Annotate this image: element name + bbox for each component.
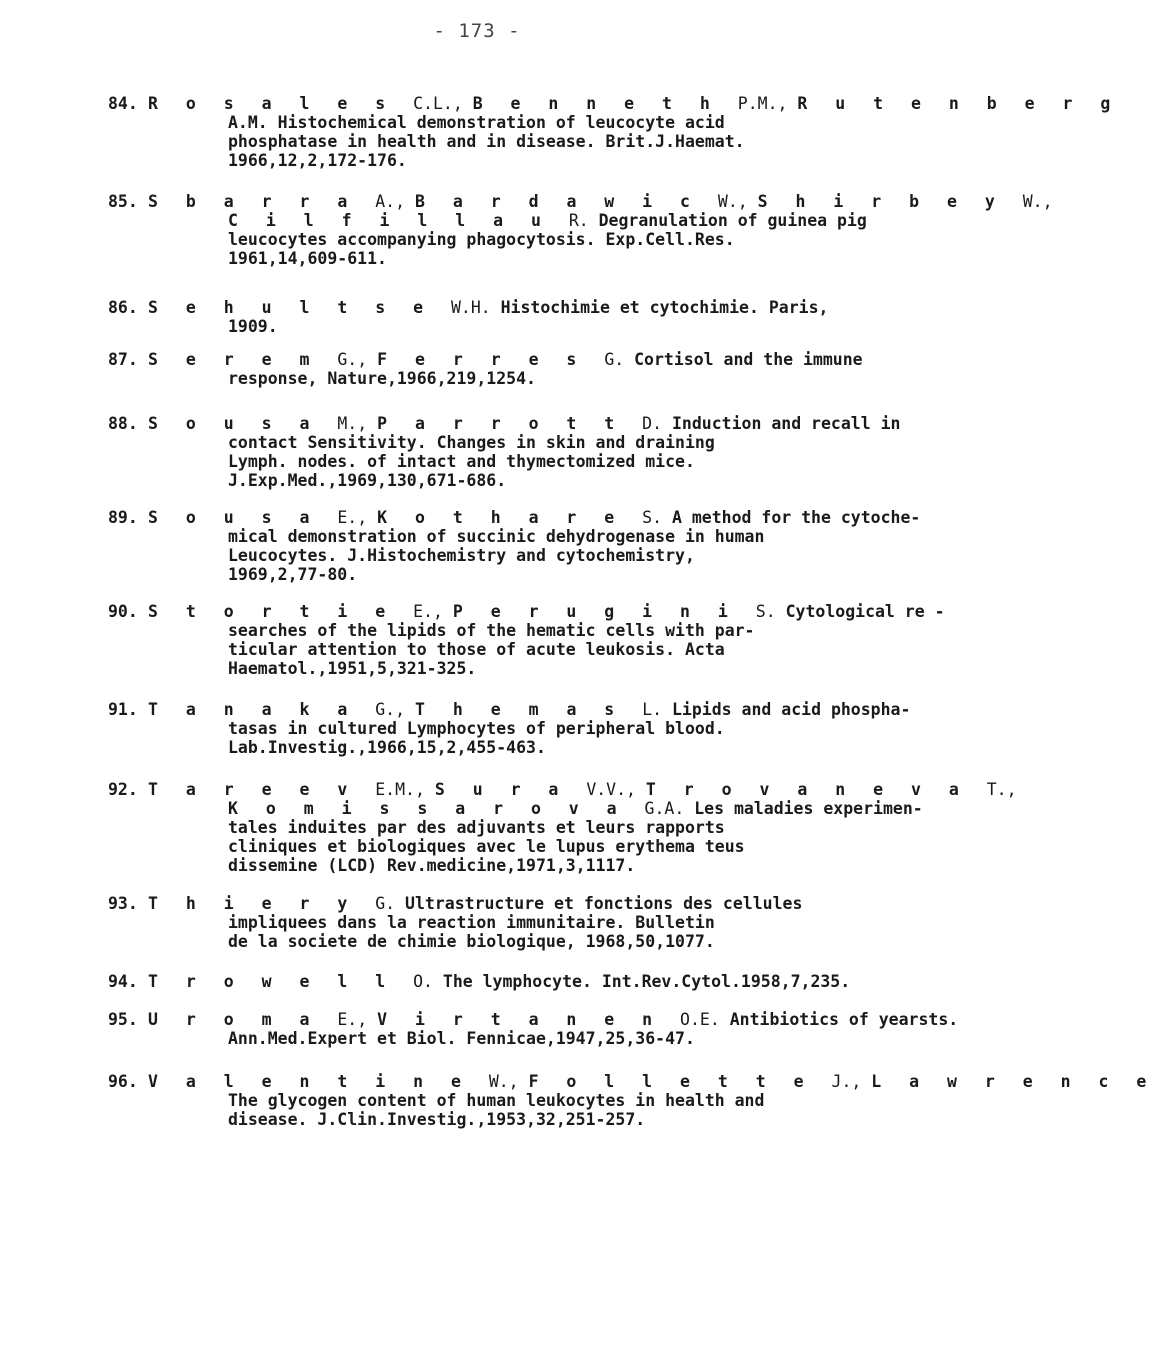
author-surname: S h i r b e y <box>757 192 1023 211</box>
author-surname: S e h u l t s e <box>148 298 451 317</box>
reference-text: searches of the lipids of the hematic cells with par- <box>228 621 755 640</box>
author-surname: S t o r t i e <box>148 602 414 621</box>
author-initials: O.E. <box>680 1010 730 1029</box>
reference-entry <box>108 700 948 757</box>
reference-text: 1969,2,77-80. <box>228 565 358 584</box>
author-surname: F e r r e s <box>377 350 605 369</box>
reference-text: J.Exp.Med.,1969,130,671-686. <box>228 471 507 490</box>
author-surname: K o t h a r e <box>377 508 643 527</box>
reference-line <box>148 780 1017 799</box>
reference-line <box>148 837 948 856</box>
author-surname: L a w r e n c e <box>871 1072 1155 1091</box>
reference-number: 88. <box>108 414 138 433</box>
author-initials: A., <box>375 192 415 211</box>
reference-text: Les maladies experimen- <box>694 799 923 818</box>
page-number: - 173 - <box>433 20 521 42</box>
reference-line <box>148 621 948 640</box>
reference-entry <box>108 1072 1155 1129</box>
author-surname: T r o v a n e v a <box>645 780 987 799</box>
reference-number: 84. <box>108 94 138 113</box>
author-initials: P.M., <box>737 94 798 113</box>
author-initials: W.H. <box>450 298 501 317</box>
reference-entry <box>108 508 948 584</box>
reference-line <box>148 94 1120 113</box>
reference-number: 93. <box>108 894 138 913</box>
author-initials: T., <box>986 780 1017 799</box>
reference-line <box>148 1029 948 1048</box>
reference-entry <box>108 94 1120 170</box>
reference-text: 1966,12,2,172-176. <box>228 151 407 170</box>
author-initials: W., <box>1022 192 1053 211</box>
author-surname: S u r a <box>434 780 587 799</box>
author-initials: G. <box>375 894 406 913</box>
reference-text: The glycogen content of human leukocytes in health and <box>228 1091 765 1110</box>
author-initials: E., <box>337 508 378 527</box>
author-initials: S. <box>642 508 672 527</box>
author-initials: W., <box>717 192 758 211</box>
author-surname: P a r r o t t <box>377 414 643 433</box>
author-initials: G., <box>337 350 378 369</box>
author-surname: R u t e n b e r g <box>797 94 1120 113</box>
reference-line <box>148 132 948 151</box>
reference-number: 95. <box>108 1010 138 1029</box>
reference-text: 1909. <box>228 317 278 336</box>
reference-text: de la societe de chimie biologique, 1968,50,1077. <box>228 932 715 951</box>
reference-line <box>148 738 948 757</box>
author-surname: F o l l e t t e <box>528 1072 832 1091</box>
reference-text: cliniques et biologiques avec le lupus erythema teus <box>228 837 745 856</box>
reference-text: Ann.Med.Expert et Biol. Fenniсae,1947,25,36-47. <box>228 1029 695 1048</box>
author-surname: K o m i s s a r o v a <box>228 799 645 818</box>
author-initials: J., <box>831 1072 872 1091</box>
reference-line <box>148 913 948 932</box>
reference-text: Leucocytes. J.Histochemistry and cytochemistry, <box>228 546 695 565</box>
reference-entry <box>108 298 948 336</box>
reference-text: Cortisol and the immune <box>634 350 863 369</box>
reference-line <box>148 719 948 738</box>
reference-line <box>148 799 948 818</box>
reference-line <box>148 640 948 659</box>
author-surname: S o u s a <box>148 508 338 527</box>
reference-line <box>148 527 948 546</box>
reference-line <box>148 369 948 388</box>
reference-text: Lymph. nodes. of intact and thymectomized mice. <box>228 452 695 471</box>
reference-text: Induction and recall in <box>671 414 901 433</box>
reference-text: leucocytes accompanying phagocytosis. Exp.Cell.Res. <box>228 230 735 249</box>
reference-line <box>148 894 948 913</box>
reference-entry <box>108 972 948 991</box>
reference-text: response, Nature,1966,219,1254. <box>228 369 536 388</box>
author-surname: V i r t a n e n <box>377 1010 681 1029</box>
reference-text: Ultrastructure et fonctions des cellules <box>405 894 803 913</box>
reference-text: A.M. Histochemical demonstration of leucocyte acid <box>228 113 725 132</box>
author-surname: V a l e n t i n e <box>148 1072 489 1091</box>
reference-line <box>148 433 948 452</box>
reference-number: 86. <box>108 298 138 317</box>
reference-text: phosphatase in health and in disease. Brit.J.Haemat. <box>228 132 745 151</box>
author-initials: D. <box>642 414 672 433</box>
reference-text: disease. J.Clin.Investig.,1953,32,251-257. <box>228 1110 646 1129</box>
reference-line <box>148 298 948 317</box>
reference-text: Cytological re - <box>785 602 945 621</box>
author-surname: S e r e m <box>148 350 338 369</box>
author-initials: W., <box>488 1072 529 1091</box>
reference-number: 92. <box>108 780 138 799</box>
reference-line <box>148 151 948 170</box>
author-surname: R o s a l e s <box>148 94 414 113</box>
reference-line <box>148 414 948 433</box>
reference-text: 1961,14,609-611. <box>228 249 387 268</box>
reference-line <box>148 471 948 490</box>
author-surname: T h e m a s <box>414 700 643 719</box>
reference-text: mical demonstration of succinic dehydrogenase in human <box>228 527 765 546</box>
author-initials: G. <box>604 350 635 369</box>
reference-line <box>148 1010 959 1029</box>
reference-line <box>148 192 1053 211</box>
reference-line <box>148 350 948 369</box>
reference-line <box>148 1110 948 1129</box>
reference-text: tales induites par des adjuvants et leurs rapports <box>228 818 725 837</box>
reference-line <box>148 565 948 584</box>
reference-line <box>148 856 948 875</box>
author-initials: E., <box>337 1010 378 1029</box>
author-surname: P e r u g i n i <box>452 602 756 621</box>
reference-line <box>148 249 948 268</box>
reference-text: A method for the cytoche- <box>671 508 921 527</box>
reference-text: impliquees dans la reaction immunitaire. Bulletin <box>228 913 715 932</box>
reference-text: dissemine (LCD) Rev.medicine,1971,3,1117. <box>228 856 636 875</box>
author-initials: L. <box>642 700 672 719</box>
reference-entry <box>108 780 1017 875</box>
author-surname: S o u s a <box>148 414 338 433</box>
reference-text: Lab.Investig.,1966,15,2,455-463. <box>228 738 546 757</box>
author-surname: T h i e r y <box>148 894 376 913</box>
reference-text: ticular attention to those of acute leukosis. Acta <box>228 640 725 659</box>
reference-text: tasas in cultured Lymphocytes of peripheral blood. <box>228 719 725 738</box>
reference-entry <box>108 602 948 678</box>
reference-text: The lymphocyte. Int.Rev.Cytol.1958,7,235. <box>442 972 851 991</box>
reference-number: 87. <box>108 350 138 369</box>
reference-text: Histochimie et cytochimie. Paris, <box>500 298 829 317</box>
author-surname: T a n a k a <box>148 700 376 719</box>
reference-line <box>148 972 948 991</box>
author-initials: E.M., <box>375 780 435 799</box>
author-initials: V.V., <box>586 780 646 799</box>
reference-entry <box>108 192 1053 268</box>
reference-line <box>148 452 948 471</box>
reference-number: 85. <box>108 192 138 211</box>
author-surname: T r o w e l l <box>148 972 414 991</box>
reference-number: 89. <box>108 508 138 527</box>
reference-line <box>148 546 948 565</box>
author-initials: O. <box>413 972 443 991</box>
author-initials: C.L., <box>413 94 473 113</box>
reference-number: 91. <box>108 700 138 719</box>
reference-entry <box>108 1010 959 1048</box>
author-surname: T a r e e v <box>148 780 376 799</box>
author-surname: B e n n e t h <box>472 94 738 113</box>
author-initials: E., <box>413 602 453 621</box>
reference-entry <box>108 350 948 388</box>
reference-text: Antibiotics of yearsts. <box>729 1010 959 1029</box>
reference-line <box>148 700 948 719</box>
reference-entry <box>108 414 948 490</box>
reference-line <box>148 230 948 249</box>
reference-text: Lipids and acid phospha- <box>672 700 911 719</box>
reference-number: 90. <box>108 602 138 621</box>
reference-line <box>148 818 948 837</box>
reference-line <box>148 1091 948 1110</box>
author-surname: S b a r r a <box>148 192 376 211</box>
reference-entry <box>108 894 948 951</box>
author-surname: U r o m a <box>148 1010 338 1029</box>
reference-line <box>148 317 948 336</box>
reference-line <box>148 211 948 230</box>
reference-text: Degranulation of guinea pig <box>598 211 867 230</box>
author-initials: R. <box>568 211 599 230</box>
reference-number: 96. <box>108 1072 138 1091</box>
reference-line <box>148 659 948 678</box>
reference-text: contact Sensitivity. Changes in skin and draining <box>228 433 715 452</box>
author-initials: M., <box>337 414 378 433</box>
author-initials: G.A. <box>644 799 695 818</box>
reference-text: Haematol.,1951,5,321-325. <box>228 659 477 678</box>
reference-number: 94. <box>108 972 138 991</box>
reference-line <box>148 602 948 621</box>
author-initials: G., <box>375 700 415 719</box>
reference-line <box>148 1072 1155 1091</box>
author-surname: C i l f i l l a u <box>228 211 569 230</box>
reference-line <box>148 113 948 132</box>
author-surname: B a r d a w i c <box>414 192 718 211</box>
author-initials: S. <box>755 602 786 621</box>
reference-line <box>148 932 948 951</box>
reference-line <box>148 508 948 527</box>
